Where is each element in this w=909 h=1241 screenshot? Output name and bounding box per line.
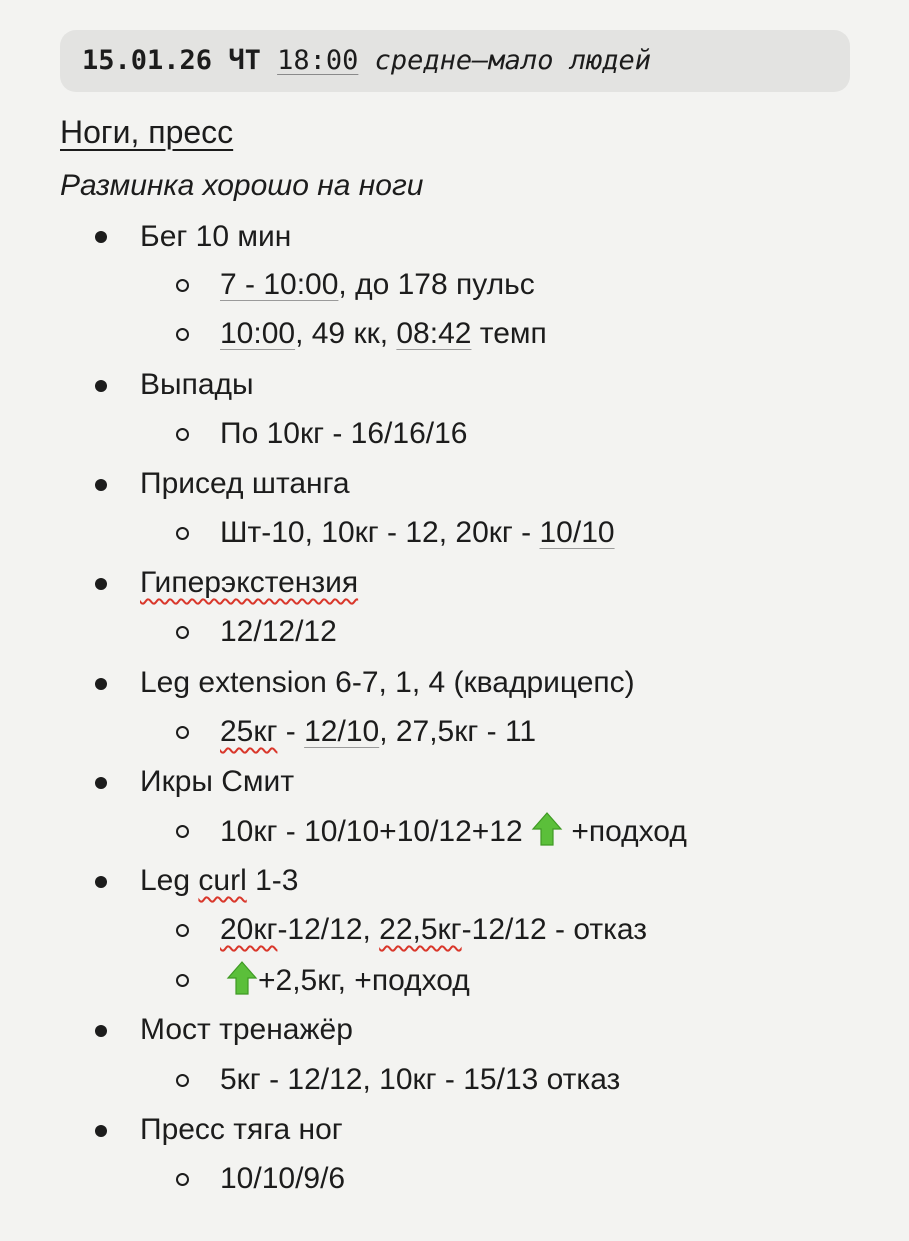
exercise-leg-press: Пресс тяга ног bbox=[140, 1113, 343, 1146]
legext-set-1: 25кг - 12/10, 27,5кг - 11 bbox=[220, 715, 537, 748]
bullet-icon bbox=[95, 678, 107, 690]
press-set-1: 10/10/9/6 bbox=[220, 1162, 346, 1195]
sub-bullet-icon bbox=[176, 527, 189, 540]
sub-bullet-icon bbox=[176, 726, 189, 739]
sub-bullet-icon bbox=[176, 626, 189, 639]
exercise-run: Бег 10 мин bbox=[140, 220, 292, 253]
bullet-icon bbox=[95, 1125, 107, 1137]
workout-title: Ноги, пресс bbox=[60, 114, 234, 150]
bullet-icon bbox=[95, 231, 107, 243]
sub-bullet-icon bbox=[176, 328, 189, 341]
bullet-icon bbox=[95, 876, 107, 888]
squat-set-1: Шт-10, 10кг - 12, 20кг - 10/10 bbox=[220, 516, 615, 549]
lunges-set-1: По 10кг - 16/16/16 bbox=[220, 417, 468, 450]
sub-bullet-icon bbox=[176, 1074, 189, 1087]
sub-bullet-icon bbox=[176, 1173, 189, 1186]
bullet-icon bbox=[95, 777, 107, 789]
sub-bullet-icon bbox=[176, 428, 189, 441]
run-set-1: 7 - 10:00, до 178 пульс bbox=[220, 268, 535, 301]
exercise-lunges: Выпады bbox=[140, 368, 254, 401]
exercise-leg-extension: Leg extension 6-7, 1, 4 (квадрицепс) bbox=[140, 666, 635, 699]
bullet-icon bbox=[95, 578, 107, 590]
session-header bbox=[60, 30, 850, 92]
run-set-2: 10:00, 49 кк, 08:42 темп bbox=[220, 317, 547, 350]
legcurl-set-2: +2,5кг, +подход bbox=[226, 960, 470, 1001]
bullet-icon bbox=[95, 380, 107, 392]
up-arrow-icon bbox=[226, 960, 258, 996]
exercise-bridge: Мост тренажёр bbox=[140, 1013, 353, 1046]
bullet-icon bbox=[95, 479, 107, 491]
hyper-set-1: 12/12/12 bbox=[220, 615, 337, 648]
bridge-set-1: 5кг - 12/12, 10кг - 15/13 отказ bbox=[220, 1063, 621, 1096]
session-date: 15.01.26 bbox=[82, 45, 213, 76]
session-time: 18:00 bbox=[277, 45, 359, 76]
up-arrow-icon bbox=[531, 811, 563, 847]
sub-bullet-icon bbox=[176, 279, 189, 292]
bullet-icon bbox=[95, 1025, 107, 1037]
exercise-calves: Икры Смит bbox=[140, 765, 295, 798]
sub-bullet-icon bbox=[176, 924, 189, 937]
legcurl-set-1: 20кг-12/12, 22,5кг-12/12 - отказ bbox=[220, 913, 648, 946]
sub-bullet-icon bbox=[176, 825, 189, 838]
workout-subtitle: Разминка хорошо на ноги bbox=[60, 169, 424, 202]
session-crowd: средне–мало людей bbox=[374, 45, 651, 76]
session-weekday: ЧТ bbox=[228, 45, 261, 76]
calves-set-1: 10кг - 10/10+10/12+12 +подход bbox=[220, 811, 687, 852]
exercise-hyperextension: Гиперэкстензия bbox=[140, 566, 359, 599]
exercise-squat: Присед штанга bbox=[140, 467, 350, 500]
exercise-leg-curl: Leg curl 1-3 bbox=[140, 864, 299, 897]
sub-bullet-icon bbox=[176, 974, 189, 987]
